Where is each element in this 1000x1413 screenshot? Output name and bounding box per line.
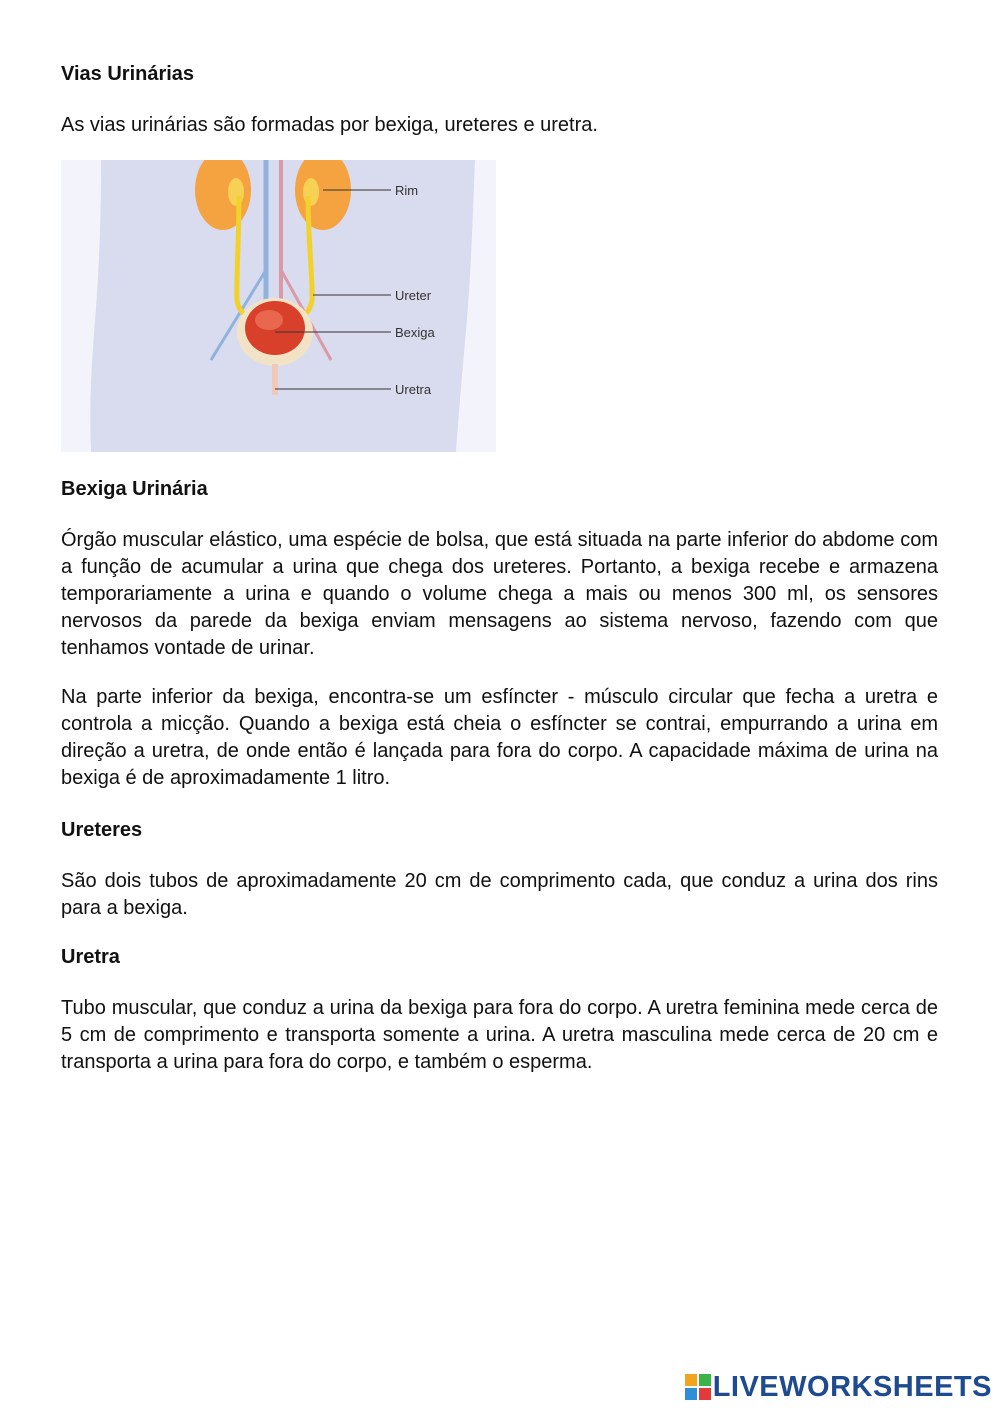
label-ureter: Ureter — [395, 288, 432, 303]
heading-ureteres: Ureteres — [61, 819, 143, 841]
paragraph-uretra: Tubo muscular, que conduz a urina da bexiga para fora do corpo. A uretra feminina mede cerca de 5 cm de comprimento e transporta somente a urina. A uretra masculina mede cerca de 20 cm e transporta a urina para fora do corpo, e também o esperma. — [61, 997, 938, 1073]
urinary-system-figure — [61, 160, 496, 452]
heading-uretra: Uretra — [61, 946, 120, 968]
brand-name: LIVEWORKSHEETS — [712, 1370, 992, 1403]
label-bexiga: Bexiga — [395, 325, 435, 340]
paragraph-bexiga-2: Na parte inferior da bexiga, encontra-se um esfíncter - músculo circular que fecha a uretra e controla a micção. Quando a bexiga está cheia o esfíncter se contrai, empurrando a urina em direção a uretra, de onde então é lançada para fora do corpo. A capacidade máxima de urina na bexiga é de aproximadamente 1 litro. — [61, 686, 938, 789]
paragraph-bexiga-1: Órgão muscular elástico, uma espécie de bolsa, que está situada na parte inferior do abdome com a função de acumular a urina que chega dos ureteres. Portanto, a bexiga recebe e armazena temporariamente a urina e quando o volume chega a mais ou menos 300 ml, os sensores nervosos da parede da bexiga enviam mensagens ao sistema nervoso, fazendo com que tenhamos vontade de urinar. — [61, 529, 938, 659]
liveworksheets-logo[interactable] — [685, 1367, 992, 1407]
paragraph-ureteres: São dois tubos de aproximadamente 20 cm de comprimento cada, que conduz a urina dos rins para a bexiga. — [61, 870, 938, 919]
heading-vias-urinarias: Vias Urinárias — [61, 63, 195, 85]
label-uretra: Uretra — [395, 382, 432, 397]
liveworksheets-icon — [685, 1374, 711, 1400]
label-rim: Rim — [395, 183, 419, 198]
paragraph-vias-intro: As vias urinárias são formadas por bexiga, ureteres e uretra. — [61, 114, 598, 136]
heading-bexiga-urinaria: Bexiga Urinária — [61, 478, 208, 500]
